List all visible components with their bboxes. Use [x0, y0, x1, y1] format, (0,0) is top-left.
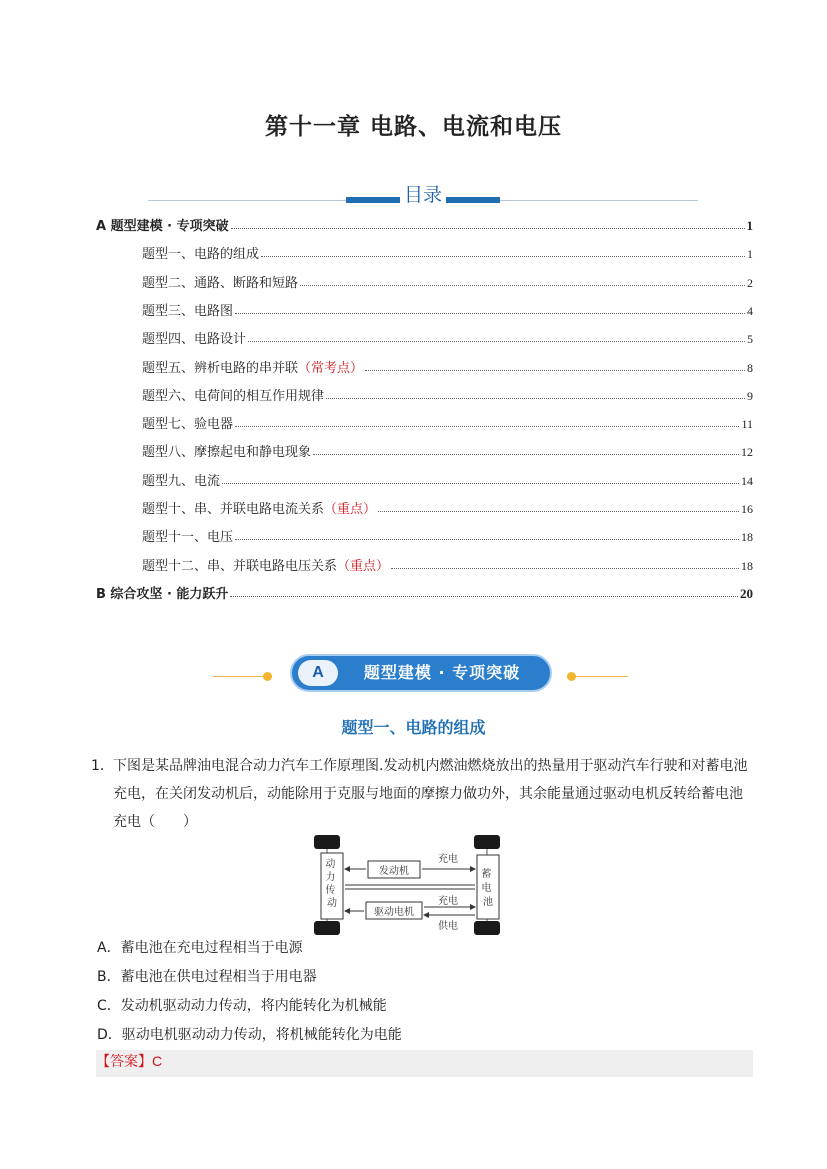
option-c: C．发动机驱动动力传动，将内能转化为机械能	[97, 998, 387, 1014]
toc-leader	[235, 313, 745, 314]
toc-leader	[313, 454, 739, 455]
wheel-icon	[314, 921, 340, 935]
toc-entry-label: 题型四、电路设计	[142, 332, 247, 348]
toc-entry[interactable]	[96, 323, 753, 347]
toc-leader	[248, 341, 745, 342]
page-title: 第十一章 电路、电流和电压	[264, 114, 562, 140]
toc-entry-label: A 题型建模 · 专项突破	[96, 219, 229, 234]
toc-entry-note: （常考点）	[298, 360, 364, 376]
question-number: 1．	[91, 758, 114, 774]
question-text: 下图是某品牌油电混合动力汽车工作原理图.发动机内燃油燃烧放出的热量用于驱动汽车行驶和对蓄电池充电，在关闭发动机后，动能除用于克服与地面的摩擦力做功外，其余能量通过驱动电机反转给蓄电池充电（ ）	[113, 758, 748, 830]
toc-entry[interactable]	[96, 380, 753, 404]
toc-entry-page: 2	[747, 275, 753, 290]
toc-entry[interactable]	[96, 521, 753, 545]
toc-entry[interactable]	[96, 210, 753, 234]
engine-label: 发动机	[379, 866, 409, 877]
banner-line-left	[213, 676, 263, 677]
hybrid-car-diagram	[312, 835, 512, 937]
transmission-label: 动 力 传 动	[325, 859, 337, 909]
toc-entry-note: （重点）	[324, 502, 377, 517]
toc-entry[interactable]	[96, 238, 753, 262]
answer-box	[96, 1050, 753, 1077]
toc-entry-label: 题型一、电路的组成	[142, 247, 260, 263]
toc-entry-label: 题型七、验电器	[142, 417, 234, 433]
wheel-icon	[474, 921, 500, 935]
toc-entry[interactable]	[96, 436, 753, 460]
toc-leader	[326, 398, 745, 399]
banner-pill	[290, 654, 552, 692]
toc-entry-label: 题型十、串、并联电路电流关系	[142, 502, 325, 517]
toc-entry-label: 题型九、电流	[142, 473, 221, 489]
subheading: 题型一、电路的组成	[341, 718, 486, 737]
toc-entry-page: 9	[747, 388, 753, 403]
toc-entry-page: 8	[747, 360, 753, 375]
toc-entry[interactable]	[96, 267, 753, 291]
answer-value: C	[152, 1053, 163, 1069]
toc-entry[interactable]	[96, 408, 753, 432]
toc-leader	[235, 426, 739, 427]
question	[91, 752, 756, 836]
banner-line-right	[575, 676, 628, 677]
arrow-label-charge-top: 充电	[438, 854, 458, 865]
toc-leader	[261, 256, 745, 257]
banner-text: 题型建模 · 专项突破	[363, 663, 521, 682]
toc-heading	[148, 183, 698, 207]
option-d: D．驱动电机驱动动力传动，将机械能转化为电能	[97, 1027, 402, 1043]
toc-entry-page: 5	[747, 332, 753, 347]
toc-entry-label: 题型二、通路、断路和短路	[142, 275, 299, 291]
toc-entry-page: 18	[741, 530, 753, 545]
toc-entry-label: 题型五、辨析电路的串并联	[142, 360, 299, 376]
toc-entry[interactable]	[96, 578, 753, 602]
wheel-icon	[474, 835, 500, 849]
toc-heading-text: 目录	[400, 183, 446, 207]
options-list	[97, 934, 757, 1050]
toc-bar-right	[446, 197, 500, 203]
toc-entry-label: 题型三、电路图	[142, 303, 234, 319]
toc-entry-label: 题型十一、电压	[142, 530, 234, 546]
arrow-label-charge-mid: 充电	[438, 896, 458, 907]
toc-entry-page: 1	[746, 218, 753, 233]
toc-entry-label: 题型六、电荷间的相互作用规律	[142, 388, 325, 404]
section-banner	[213, 652, 628, 696]
toc-leader	[391, 568, 739, 569]
toc-entry[interactable]	[96, 295, 753, 319]
toc-entry-page: 11	[741, 417, 753, 432]
toc-leader	[235, 539, 739, 540]
motor-label: 驱动电机	[374, 907, 414, 918]
answer-tag: 【答案】	[96, 1054, 152, 1070]
toc-entry-note: （重点）	[337, 558, 390, 574]
toc-entry-page: 16	[741, 502, 753, 516]
toc-entry-label: 题型十二、串、并联电路电压关系	[142, 558, 338, 574]
banner-dot-left	[263, 672, 272, 681]
toc-leader	[378, 511, 739, 512]
toc-entry-label: 题型八、摩擦起电和静电现象	[142, 445, 312, 461]
toc-leader	[365, 370, 745, 371]
toc-entry-label: B 综合攻坚 · 能力跃升	[96, 586, 229, 602]
toc-leader	[222, 483, 739, 484]
toc-entry-page: 14	[741, 473, 753, 488]
arrow-label-supply: 供电	[438, 921, 458, 932]
toc-entry[interactable]	[96, 493, 753, 517]
wheel-icon	[314, 835, 340, 849]
toc-entry[interactable]	[96, 352, 753, 376]
toc-entry-page: 1	[747, 247, 753, 262]
toc-leader	[231, 228, 745, 229]
banner-dot-right	[567, 672, 576, 681]
option-a: A．蓄电池在充电过程相当于电源	[97, 940, 303, 956]
toc-entry-page: 20	[740, 585, 753, 601]
toc-entry-page: 4	[747, 303, 753, 318]
toc-leader	[300, 285, 745, 286]
battery-label: 蓄 电 池	[481, 869, 493, 908]
toc-entry[interactable]	[96, 550, 753, 574]
banner-badge: A	[298, 660, 338, 686]
option-b: B．蓄电池在供电过程相当于用电器	[97, 969, 317, 985]
toc-leader	[230, 596, 738, 597]
toc-bar-left	[346, 197, 400, 203]
toc-entry-page: 18	[741, 558, 753, 573]
toc-entry-page: 12	[741, 445, 753, 460]
toc-entry[interactable]	[96, 465, 753, 489]
